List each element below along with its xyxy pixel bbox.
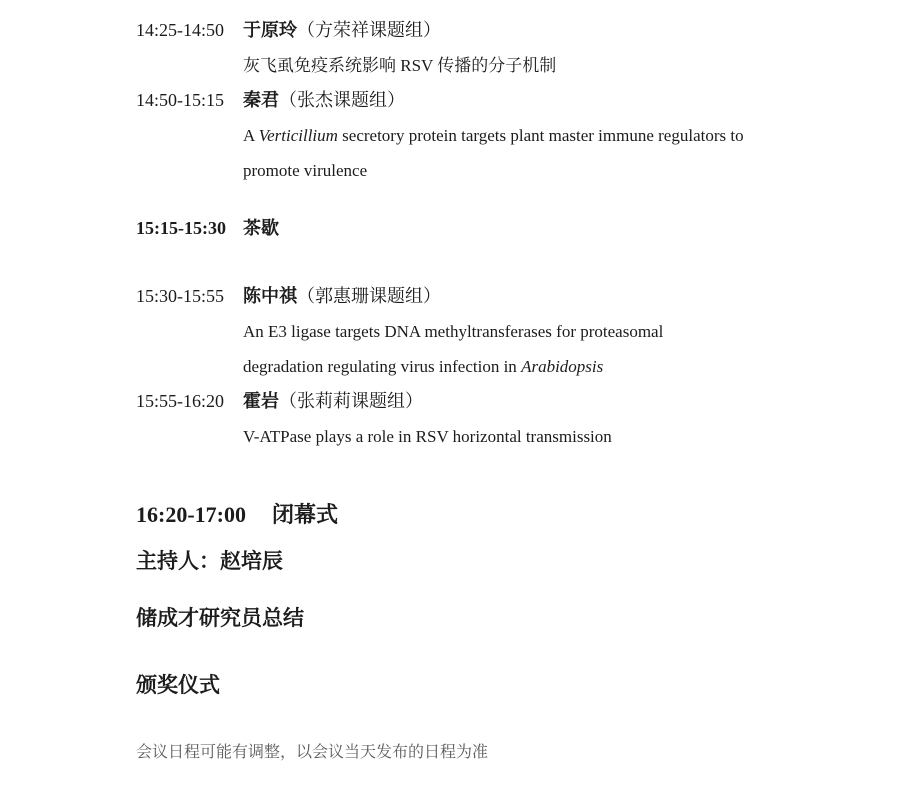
speaker-name: 于原玲 <box>243 20 297 40</box>
break-row <box>136 211 900 246</box>
speaker-line <box>243 384 612 419</box>
entry-time: 14:25-14:50 <box>136 20 224 40</box>
closing-session-label: 闭幕式 <box>271 502 338 527</box>
break-label: 茶歇 <box>243 218 279 238</box>
entry-body <box>243 83 744 188</box>
speaker-name: 陈中祺 <box>243 286 297 306</box>
entry-body <box>243 384 612 454</box>
speaker-line <box>243 13 556 48</box>
agenda-entry <box>136 83 900 188</box>
agenda-entry <box>136 13 900 83</box>
talk-title-line: 灰飞虱免疫系统影响 RSV 传播的分子机制 <box>243 56 557 75</box>
entry-time: 15:30-15:55 <box>136 286 224 306</box>
closing-summary-line: 储成才研究员总结 <box>136 607 304 630</box>
talk-title-line: degradation regulating virus infection in Arabidopsis <box>243 357 604 376</box>
speaker-affiliation: （方荣祥课题组） <box>297 20 441 40</box>
speaker-line <box>243 83 744 118</box>
speaker-line <box>243 279 663 314</box>
talk-title-line: An E3 ligase targets DNA methyltransferases for proteasomal <box>243 322 664 341</box>
entry-time: 14:50-15:15 <box>136 90 224 110</box>
closing-award-line: 颁奖仪式 <box>136 674 220 697</box>
talk-title-line: V-ATPase plays a role in RSV horizontal transmission <box>243 427 612 446</box>
agenda-list <box>136 13 900 454</box>
speaker-affiliation: （郭惠珊课题组） <box>297 286 441 306</box>
break-body <box>243 211 279 246</box>
talk-title-line: A Verticillium secretory protein targets plant master immune regulators to <box>243 126 744 145</box>
agenda-entry <box>136 279 900 384</box>
closing-host-line: 主持人：赵培辰 <box>136 550 283 573</box>
agenda-entry <box>136 384 900 454</box>
talk-title-line: promote virulence <box>243 161 368 180</box>
speaker-affiliation: （张莉莉课题组） <box>279 391 423 411</box>
italic-species-name: Arabidopsis <box>521 357 604 376</box>
speaker-affiliation: （张杰课题组） <box>279 90 405 110</box>
break-time: 15:15-15:30 <box>136 218 226 238</box>
entry-body <box>243 279 663 384</box>
speaker-name: 秦君 <box>243 90 279 110</box>
entry-time: 15:55-16:20 <box>136 391 224 411</box>
closing-session-time: 16:20-17:00 <box>136 502 246 527</box>
closing-session-title <box>136 497 900 532</box>
entry-body <box>243 13 556 83</box>
italic-species-name: Verticillium <box>258 126 338 145</box>
speaker-name: 霍岩 <box>243 391 279 411</box>
footer-note: 会议日程可能有调整，以会议当天发布的日程为准 <box>136 744 489 761</box>
